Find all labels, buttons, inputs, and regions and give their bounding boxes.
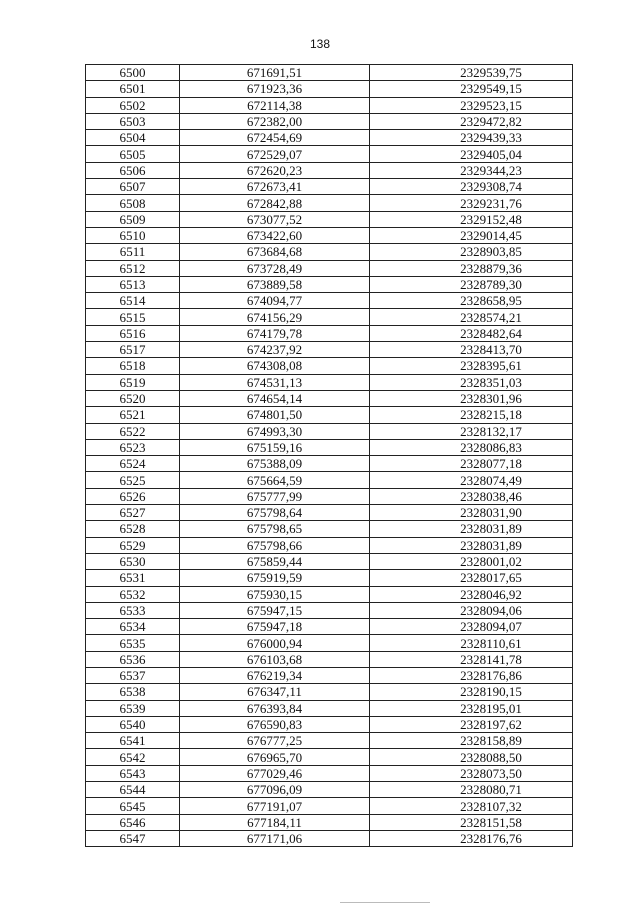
y-coordinate-cell: 2328789,30 bbox=[370, 276, 573, 292]
y-coordinate-cell: 2328351,03 bbox=[370, 374, 573, 390]
point-number-cell: 6542 bbox=[86, 749, 180, 765]
table-row bbox=[86, 700, 573, 716]
y-coordinate-cell: 2328395,61 bbox=[370, 358, 573, 374]
y-coordinate-cell: 2328088,50 bbox=[370, 749, 573, 765]
y-coordinate-cell: 2328190,15 bbox=[370, 684, 573, 700]
coordinates-table-body bbox=[86, 65, 573, 847]
y-coordinate-cell: 2328132,17 bbox=[370, 423, 573, 439]
x-coordinate-cell: 675947,15 bbox=[180, 602, 370, 618]
point-number-cell: 6546 bbox=[86, 814, 180, 830]
table-row bbox=[86, 586, 573, 602]
point-number-cell: 6532 bbox=[86, 586, 180, 602]
y-coordinate-cell: 2328176,76 bbox=[370, 830, 573, 846]
table-row bbox=[86, 65, 573, 81]
y-coordinate-cell: 2329523,15 bbox=[370, 97, 573, 113]
table-row bbox=[86, 537, 573, 553]
table-row bbox=[86, 684, 573, 700]
x-coordinate-cell: 677029,46 bbox=[180, 765, 370, 781]
y-coordinate-cell: 2328176,86 bbox=[370, 667, 573, 683]
y-coordinate-cell: 2329549,15 bbox=[370, 81, 573, 97]
table-row bbox=[86, 488, 573, 504]
y-coordinate-cell: 2328215,18 bbox=[370, 407, 573, 423]
x-coordinate-cell: 677191,07 bbox=[180, 798, 370, 814]
point-number-cell: 6523 bbox=[86, 439, 180, 455]
x-coordinate-cell: 675159,16 bbox=[180, 439, 370, 455]
point-number-cell: 6524 bbox=[86, 456, 180, 472]
y-coordinate-cell: 2328080,71 bbox=[370, 782, 573, 798]
table-row bbox=[86, 667, 573, 683]
x-coordinate-cell: 676103,68 bbox=[180, 651, 370, 667]
table-row bbox=[86, 162, 573, 178]
y-coordinate-cell: 2328077,18 bbox=[370, 456, 573, 472]
x-coordinate-cell: 673728,49 bbox=[180, 260, 370, 276]
point-number-cell: 6533 bbox=[86, 602, 180, 618]
x-coordinate-cell: 673077,52 bbox=[180, 211, 370, 227]
y-coordinate-cell: 2328879,36 bbox=[370, 260, 573, 276]
point-number-cell: 6510 bbox=[86, 227, 180, 243]
point-number-cell: 6537 bbox=[86, 667, 180, 683]
y-coordinate-cell: 2328658,95 bbox=[370, 293, 573, 309]
table-row bbox=[86, 325, 573, 341]
y-coordinate-cell: 2328107,32 bbox=[370, 798, 573, 814]
x-coordinate-cell: 674654,14 bbox=[180, 390, 370, 406]
x-coordinate-cell: 672673,41 bbox=[180, 179, 370, 195]
point-number-cell: 6543 bbox=[86, 765, 180, 781]
table-row bbox=[86, 423, 573, 439]
x-coordinate-cell: 675798,66 bbox=[180, 537, 370, 553]
x-coordinate-cell: 672842,88 bbox=[180, 195, 370, 211]
y-coordinate-cell: 2328017,65 bbox=[370, 570, 573, 586]
table-row bbox=[86, 81, 573, 97]
table-row bbox=[86, 733, 573, 749]
point-number-cell: 6511 bbox=[86, 244, 180, 260]
x-coordinate-cell: 676393,84 bbox=[180, 700, 370, 716]
table-row bbox=[86, 814, 573, 830]
point-number-cell: 6540 bbox=[86, 716, 180, 732]
point-number-cell: 6522 bbox=[86, 423, 180, 439]
x-coordinate-cell: 674993,30 bbox=[180, 423, 370, 439]
table-row bbox=[86, 651, 573, 667]
y-coordinate-cell: 2328031,89 bbox=[370, 537, 573, 553]
y-coordinate-cell: 2328086,83 bbox=[370, 439, 573, 455]
table-row bbox=[86, 342, 573, 358]
table-row bbox=[86, 211, 573, 227]
table-row bbox=[86, 97, 573, 113]
table-row bbox=[86, 716, 573, 732]
point-number-cell: 6514 bbox=[86, 293, 180, 309]
point-number-cell: 6508 bbox=[86, 195, 180, 211]
y-coordinate-cell: 2328158,89 bbox=[370, 733, 573, 749]
point-number-cell: 6518 bbox=[86, 358, 180, 374]
x-coordinate-cell: 672114,38 bbox=[180, 97, 370, 113]
point-number-cell: 6503 bbox=[86, 113, 180, 129]
y-coordinate-cell: 2328074,49 bbox=[370, 472, 573, 488]
table-row bbox=[86, 456, 573, 472]
x-coordinate-cell: 673889,58 bbox=[180, 276, 370, 292]
y-coordinate-cell: 2329308,74 bbox=[370, 179, 573, 195]
point-number-cell: 6501 bbox=[86, 81, 180, 97]
y-coordinate-cell: 2328038,46 bbox=[370, 488, 573, 504]
x-coordinate-cell: 677096,09 bbox=[180, 782, 370, 798]
x-coordinate-cell: 676590,83 bbox=[180, 716, 370, 732]
point-number-cell: 6527 bbox=[86, 505, 180, 521]
table-row bbox=[86, 472, 573, 488]
point-number-cell: 6500 bbox=[86, 65, 180, 81]
y-coordinate-cell: 2328574,21 bbox=[370, 309, 573, 325]
y-coordinate-cell: 2329344,23 bbox=[370, 162, 573, 178]
x-coordinate-cell: 675947,18 bbox=[180, 619, 370, 635]
y-coordinate-cell: 2328094,06 bbox=[370, 602, 573, 618]
x-coordinate-cell: 674801,50 bbox=[180, 407, 370, 423]
point-number-cell: 6505 bbox=[86, 146, 180, 162]
table-row bbox=[86, 358, 573, 374]
x-coordinate-cell: 675798,65 bbox=[180, 521, 370, 537]
y-coordinate-cell: 2328301,96 bbox=[370, 390, 573, 406]
table-row bbox=[86, 407, 573, 423]
point-number-cell: 6547 bbox=[86, 830, 180, 846]
x-coordinate-cell: 673422,60 bbox=[180, 227, 370, 243]
x-coordinate-cell: 677171,06 bbox=[180, 830, 370, 846]
point-number-cell: 6544 bbox=[86, 782, 180, 798]
x-coordinate-cell: 672620,23 bbox=[180, 162, 370, 178]
table-row bbox=[86, 798, 573, 814]
table-row bbox=[86, 505, 573, 521]
x-coordinate-cell: 672454,69 bbox=[180, 130, 370, 146]
point-number-cell: 6517 bbox=[86, 342, 180, 358]
point-number-cell: 6534 bbox=[86, 619, 180, 635]
point-number-cell: 6538 bbox=[86, 684, 180, 700]
table-row bbox=[86, 244, 573, 260]
x-coordinate-cell: 672529,07 bbox=[180, 146, 370, 162]
y-coordinate-cell: 2328903,85 bbox=[370, 244, 573, 260]
x-coordinate-cell: 675388,09 bbox=[180, 456, 370, 472]
y-coordinate-cell: 2328046,92 bbox=[370, 586, 573, 602]
point-number-cell: 6519 bbox=[86, 374, 180, 390]
x-coordinate-cell: 676219,34 bbox=[180, 667, 370, 683]
y-coordinate-cell: 2329231,76 bbox=[370, 195, 573, 211]
point-number-cell: 6529 bbox=[86, 537, 180, 553]
point-number-cell: 6521 bbox=[86, 407, 180, 423]
point-number-cell: 6507 bbox=[86, 179, 180, 195]
point-number-cell: 6513 bbox=[86, 276, 180, 292]
page-number: 138 bbox=[309, 37, 331, 51]
table-row bbox=[86, 521, 573, 537]
table-row bbox=[86, 765, 573, 781]
point-number-cell: 6525 bbox=[86, 472, 180, 488]
table-row bbox=[86, 146, 573, 162]
table-row bbox=[86, 390, 573, 406]
x-coordinate-cell: 671691,51 bbox=[180, 65, 370, 81]
table-row bbox=[86, 602, 573, 618]
point-number-cell: 6506 bbox=[86, 162, 180, 178]
table-row bbox=[86, 374, 573, 390]
x-coordinate-cell: 671923,36 bbox=[180, 81, 370, 97]
y-coordinate-cell: 2328031,89 bbox=[370, 521, 573, 537]
y-coordinate-cell: 2328151,58 bbox=[370, 814, 573, 830]
point-number-cell: 6516 bbox=[86, 325, 180, 341]
x-coordinate-cell: 674531,13 bbox=[180, 374, 370, 390]
x-coordinate-cell: 675798,64 bbox=[180, 505, 370, 521]
y-coordinate-cell: 2328413,70 bbox=[370, 342, 573, 358]
y-coordinate-cell: 2329014,45 bbox=[370, 227, 573, 243]
x-coordinate-cell: 674179,78 bbox=[180, 325, 370, 341]
x-coordinate-cell: 674237,92 bbox=[180, 342, 370, 358]
y-coordinate-cell: 2328141,78 bbox=[370, 651, 573, 667]
coordinates-table bbox=[85, 64, 573, 847]
point-number-cell: 6536 bbox=[86, 651, 180, 667]
point-number-cell: 6515 bbox=[86, 309, 180, 325]
x-coordinate-cell: 675930,15 bbox=[180, 586, 370, 602]
table-row bbox=[86, 619, 573, 635]
x-coordinate-cell: 677184,11 bbox=[180, 814, 370, 830]
footer-divider bbox=[340, 902, 430, 903]
y-coordinate-cell: 2329439,33 bbox=[370, 130, 573, 146]
y-coordinate-cell: 2329472,82 bbox=[370, 113, 573, 129]
table-row bbox=[86, 276, 573, 292]
table-row bbox=[86, 130, 573, 146]
y-coordinate-cell: 2328031,90 bbox=[370, 505, 573, 521]
table-row bbox=[86, 227, 573, 243]
point-number-cell: 6512 bbox=[86, 260, 180, 276]
point-number-cell: 6531 bbox=[86, 570, 180, 586]
table-row bbox=[86, 309, 573, 325]
y-coordinate-cell: 2328073,50 bbox=[370, 765, 573, 781]
y-coordinate-cell: 2328197,62 bbox=[370, 716, 573, 732]
table-row bbox=[86, 293, 573, 309]
y-coordinate-cell: 2328195,01 bbox=[370, 700, 573, 716]
point-number-cell: 6502 bbox=[86, 97, 180, 113]
x-coordinate-cell: 674156,29 bbox=[180, 309, 370, 325]
x-coordinate-cell: 674308,08 bbox=[180, 358, 370, 374]
point-number-cell: 6539 bbox=[86, 700, 180, 716]
x-coordinate-cell: 675664,59 bbox=[180, 472, 370, 488]
y-coordinate-cell: 2328482,64 bbox=[370, 325, 573, 341]
table-row bbox=[86, 749, 573, 765]
point-number-cell: 6520 bbox=[86, 390, 180, 406]
point-number-cell: 6545 bbox=[86, 798, 180, 814]
x-coordinate-cell: 672382,00 bbox=[180, 113, 370, 129]
table-row bbox=[86, 553, 573, 569]
point-number-cell: 6509 bbox=[86, 211, 180, 227]
point-number-cell: 6504 bbox=[86, 130, 180, 146]
y-coordinate-cell: 2328110,61 bbox=[370, 635, 573, 651]
y-coordinate-cell: 2329405,04 bbox=[370, 146, 573, 162]
table-row bbox=[86, 830, 573, 846]
table-row bbox=[86, 635, 573, 651]
point-number-cell: 6528 bbox=[86, 521, 180, 537]
table-row bbox=[86, 179, 573, 195]
table-row bbox=[86, 195, 573, 211]
point-number-cell: 6526 bbox=[86, 488, 180, 504]
x-coordinate-cell: 675777,99 bbox=[180, 488, 370, 504]
table-row bbox=[86, 260, 573, 276]
point-number-cell: 6535 bbox=[86, 635, 180, 651]
y-coordinate-cell: 2328094,07 bbox=[370, 619, 573, 635]
x-coordinate-cell: 676347,11 bbox=[180, 684, 370, 700]
y-coordinate-cell: 2329539,75 bbox=[370, 65, 573, 81]
x-coordinate-cell: 674094,77 bbox=[180, 293, 370, 309]
x-coordinate-cell: 676965,70 bbox=[180, 749, 370, 765]
x-coordinate-cell: 673684,68 bbox=[180, 244, 370, 260]
table-row bbox=[86, 570, 573, 586]
table-row bbox=[86, 782, 573, 798]
x-coordinate-cell: 676777,25 bbox=[180, 733, 370, 749]
x-coordinate-cell: 676000,94 bbox=[180, 635, 370, 651]
y-coordinate-cell: 2328001,02 bbox=[370, 553, 573, 569]
x-coordinate-cell: 675919,59 bbox=[180, 570, 370, 586]
y-coordinate-cell: 2329152,48 bbox=[370, 211, 573, 227]
table-row bbox=[86, 113, 573, 129]
point-number-cell: 6541 bbox=[86, 733, 180, 749]
table-row bbox=[86, 439, 573, 455]
x-coordinate-cell: 675859,44 bbox=[180, 553, 370, 569]
point-number-cell: 6530 bbox=[86, 553, 180, 569]
